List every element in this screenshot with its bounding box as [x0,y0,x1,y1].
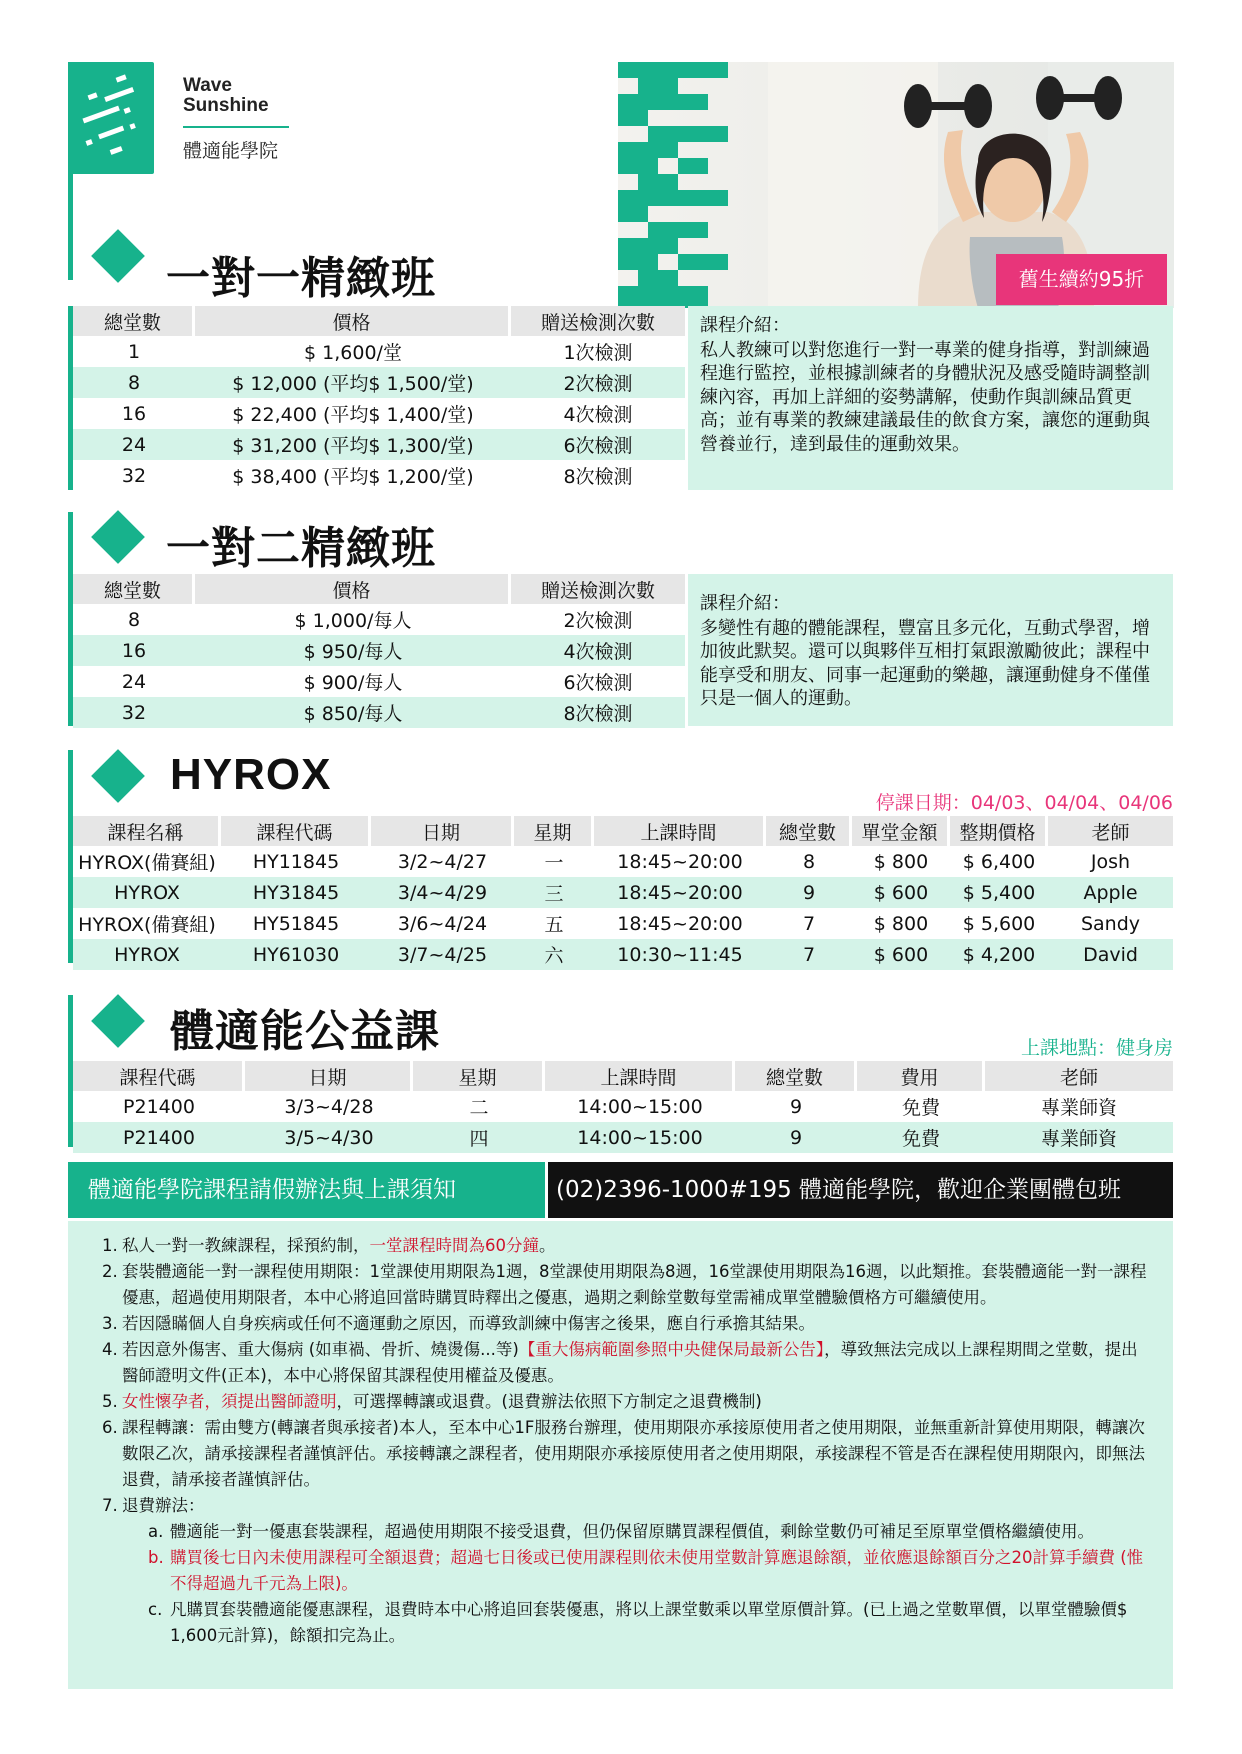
table-cell: 免費 [857,1122,985,1153]
table-cell: $ 800 [873,912,929,935]
diamond-icon [91,994,145,1048]
table-cell: 9 [766,877,852,908]
table-cell: 9 [735,1122,857,1153]
contact-banner: (02)2396-1000#195 體適能學院，歡迎企業團體包班 [548,1162,1173,1218]
note-text: 體適能一對一優惠套裝課程，超過使用期限不接受退費，但仍保留原購買課程價值，剩餘堂數仍可補足至原單堂價格繼續使用。 [170,1522,1094,1541]
table-cell: 六 [514,939,594,970]
list-item [88,1545,1153,1597]
table-cell: 9 [789,1095,803,1118]
list-number: 1. [102,1236,118,1255]
policy-notes [68,1221,1173,1689]
list-item [88,1389,1153,1415]
section-title-hyrox: HYROX [170,750,332,799]
table-cell: $ 12,000 (平均$ 1,500/堂) [195,367,511,398]
table-cell: $ 38,400 (平均$ 1,200/堂) [232,466,474,488]
table-cell: 4次檢測 [563,404,633,426]
table-cell: $ 950/每人 [195,635,511,666]
class-location-notice: 上課地點：健身房 [1020,1037,1173,1059]
description-text: 私人教練可以對您進行一對一專業的健身指導，對訓練過程進行監控，並根據訓練者的身體狀況及感受隨時調整訓練內容，再加上詳細的姿勢講解，使動作與訓練品質更高；並有專業的教練建議最佳的飲食方案，讓您的運動與營養並行，達到最佳的運動效果。 [700,339,1150,455]
table-row [73,666,685,697]
note-highlight: 女性懷孕者，須提出醫師證明 [122,1392,337,1411]
col-header: 總堂數 [766,816,852,846]
list-item [88,1415,1153,1493]
col-header: 整期價格 [950,816,1048,846]
table-cell: HY61030 [221,939,371,970]
col-header: 費用 [857,1061,985,1091]
table-row [73,908,1173,939]
table-row [73,336,685,367]
note-text: 購買後七日內未使用課程可全額退費；超過七日後或已使用課程則依未使用堂數計算應退餘額，並依應退餘額百分之20計算手續費 (惟不得超過九千元為上限)。 [170,1548,1144,1593]
col-header: 贈送檢測次數 [511,574,685,604]
table-cell: P21400 [73,1122,245,1153]
table-cell: $ 22,400 (平均$ 1,400/堂) [232,404,474,426]
table-row [73,1091,1173,1122]
table-cell: $ 900/每人 [303,672,403,694]
col-header: 總堂數 [73,574,195,604]
note-highlight: 【重大傷病範圍參照中央健保局最新公告】 [518,1340,825,1359]
table-cell: 二 [469,1097,489,1119]
list-number: 3. [102,1314,118,1333]
table-cell: 6次檢測 [511,429,685,460]
table-row [73,367,685,398]
wave-logo-icon [70,62,154,174]
table-cell: 14:00~15:00 [577,1095,703,1118]
table-row [73,398,685,429]
table-cell: 三 [514,877,594,908]
table-cell: 3/7~4/25 [371,939,514,970]
note-text: 私人一對一教練課程，採預約制， [122,1236,370,1255]
note-text: 若因隱瞞個人自身疾病或任何不適運動之原因，而導致訓練中傷害之後果，應自行承擔其結果。 [122,1314,815,1333]
col-header: 價格 [195,306,511,336]
table-row [73,846,1173,877]
table-cell: 8 [802,850,816,873]
table-cell: $ 5,400 [950,877,1048,908]
table-cell: $ 1,000/每人 [294,610,412,632]
table-cell: 3/2~4/27 [397,850,488,873]
table-cell: $ 31,200 (平均$ 1,300/堂) [195,429,511,460]
note-text: 套裝體適能一對一課程使用期限：1堂課使用期限為1週，8堂課使用期限為8週，16堂課使用期限為16週，以此類推。套裝體適能一對一課程優惠，超過使用期限者，本中心將追回當時購買時釋出之優惠，過期之剩餘堂數每堂需補成單堂體驗價格方可繼續使用。 [122,1262,1147,1307]
list-item [88,1311,1153,1337]
table-cell: 14:00~15:00 [545,1122,735,1153]
col-header: 上課時間 [545,1061,735,1091]
note-text: 凡購買套裝體適能優惠課程，退費時本中心將追回套裝優惠，將以上課堂數乘以單堂原價計算。(已上過之堂數單價，以單堂體驗價$ 1,600元計算)，餘額扣完為止。 [170,1600,1128,1645]
table-cell: 18:45~20:00 [617,912,743,935]
table-row [73,877,1173,908]
list-item [88,1493,1153,1519]
table-cell: HYROX(備賽組) [78,914,216,936]
brand-name-en [183,76,269,116]
col-header: 總堂數 [735,1061,857,1091]
policy-heading: 體適能學院課程請假辦法與上課須知 [68,1162,545,1218]
col-header: 課程代碼 [221,816,371,846]
col-header: 上課時間 [594,816,766,846]
col-header: 老師 [1048,816,1173,846]
table-row [73,1122,1173,1153]
course-description [688,574,1173,726]
col-header: 星期 [514,816,594,846]
table-cell: $ 4,200 [950,939,1048,970]
list-item [88,1597,1153,1649]
description-text: 多變性有趣的體能課程，豐富且多元化，互動式學習，增加彼此默契。還可以與夥伴互相打氣跟激勵彼此；課程中能享受和朋友、同事一起運動的樂趣，讓運動健身不僅僅只是一個人的運動。 [700,617,1150,709]
table-header-row [73,574,685,604]
table-cell: 免費 [901,1097,940,1119]
table-row [73,697,685,728]
col-header: 單堂金額 [852,816,950,846]
table-cell: 五 [544,914,564,936]
table-cell: $ 6,400 [962,850,1036,873]
note-highlight: 一堂課程時間為60分鐘 [369,1236,539,1255]
list-letter: c. [148,1600,163,1619]
section-title-public-course: 體適能公益課 [170,1006,440,1057]
brand-logo [70,62,154,174]
table-cell: P21400 [123,1095,195,1118]
table-cell: 24 [121,670,147,693]
list-letter: a. [148,1522,164,1541]
table-cell: 7 [766,939,852,970]
brand-divider [183,126,289,128]
col-header: 日期 [371,816,514,846]
table-cell: David [1048,939,1173,970]
list-number: 4. [102,1340,118,1359]
table-row [73,604,685,635]
col-header: 日期 [245,1061,413,1091]
list-number: 6. [102,1418,118,1437]
promo-badge: 舊生續約95折 [996,254,1167,305]
description-heading: 課程介紹： [700,593,790,614]
table-header-row [73,306,685,336]
one-on-two-table [73,574,685,728]
table-cell: 16 [121,402,147,425]
list-item [88,1233,1153,1259]
col-header: 星期 [413,1061,545,1091]
hyrox-table [73,816,1173,970]
table-cell: HYROX [73,939,221,970]
table-cell: $ 5,600 [962,912,1036,935]
table-cell: 1 [127,340,141,363]
table-row [73,939,1173,970]
table-header-row [73,816,1173,846]
table-cell: Josh [1090,850,1131,873]
class-suspension-notice: 停課日期：04/03、04/04、04/06 [875,792,1173,814]
table-cell: 3/3~4/28 [284,1095,374,1118]
table-cell: HYROX [73,877,221,908]
note-text: 。 [539,1236,556,1255]
table-cell: 3/6~4/24 [397,912,488,935]
table-cell: $ 850/每人 [195,697,511,728]
course-description [688,306,1173,490]
brand-name-en-line1: Wave [183,75,232,96]
table-cell: Apple [1048,877,1173,908]
note-text: 若因意外傷害、重大傷病 (如車禍、骨折、燒燙傷...等) [122,1340,519,1359]
table-cell: 專業師資 [985,1122,1173,1153]
table-cell: 8次檢測 [563,466,633,488]
table-cell: 8 [73,367,195,398]
table-cell: 四 [413,1122,545,1153]
table-cell: HYROX(備賽組) [78,852,216,874]
col-header: 總堂數 [73,306,195,336]
list-item [88,1337,1153,1389]
table-cell: HY11845 [252,850,340,873]
note-text: 退費辦法： [122,1496,205,1515]
list-number: 7. [102,1496,118,1515]
brand-name-zh: 體適能學院 [183,140,279,162]
table-cell: 16 [73,635,195,666]
col-header: 價格 [195,574,511,604]
note-text: ，可選擇轉讓或退費。(退費辦法依照下方制定之退費機制) [336,1392,762,1411]
table-cell: 一 [544,852,564,874]
table-cell: 10:30~11:45 [594,939,766,970]
list-number: 2. [102,1262,118,1281]
table-cell: 3/5~4/30 [245,1122,413,1153]
diamond-icon [91,749,145,803]
note-text: 課程轉讓：需由雙方(轉讓者與承接者)本人，至本中心1F服務台辦理，使用期限亦承接原使用者之使用期限，並無重新計算使用期限，轉讓次數限乙次，請承接課程者謹慎評估。承接轉讓之課程者，使用期限亦承接原使用者之使用期限，承接課程不管是否在課程使用期限內，即無法退費，請承接者謹慎評估。 [122,1418,1145,1489]
table-cell: 7 [802,912,816,935]
table-cell: 4次檢測 [511,635,685,666]
table-cell: $ 1,600/堂 [304,342,402,364]
public-course-table [73,1061,1173,1153]
section-title-one-on-one: 一對一精緻班 [166,253,436,304]
table-cell: $ 800 [873,850,929,873]
description-heading: 課程介紹： [700,315,790,336]
col-header: 課程代碼 [73,1061,245,1091]
table-cell: 24 [73,429,195,460]
one-on-one-table [73,306,685,491]
table-header-row [73,1061,1173,1091]
table-row [73,429,685,460]
table-cell: 1次檢測 [563,342,633,364]
list-letter: b. [148,1548,164,1567]
table-cell: 6次檢測 [563,672,633,694]
table-cell: 2次檢測 [563,610,633,632]
table-cell: 8 [127,608,141,631]
table-cell: 18:45~20:00 [617,850,743,873]
table-row [73,635,685,666]
table-cell: HY31845 [221,877,371,908]
list-item [88,1519,1153,1545]
section-title-one-on-two: 一對二精緻班 [166,523,436,574]
diamond-icon [91,229,145,283]
table-cell: 32 [73,697,195,728]
col-header: 老師 [985,1061,1173,1091]
brand-name-en-line2: Sunshine [183,95,269,116]
table-cell: $ 600 [852,877,950,908]
table-cell: 32 [121,464,147,487]
table-cell: $ 600 [852,939,950,970]
table-cell: 18:45~20:00 [594,877,766,908]
table-cell: HY51845 [252,912,340,935]
table-cell: 3/4~4/29 [371,877,514,908]
table-cell: 專業師資 [1040,1097,1117,1119]
list-item [88,1259,1153,1311]
list-number: 5. [102,1392,118,1411]
note-text: ，導致無法完成以上課程期間之堂數，提出醫師證明文件(正本)，本中心將保留其課程使用權益及優惠。 [122,1340,1138,1385]
table-cell: 8次檢測 [511,697,685,728]
diamond-icon [91,510,145,564]
col-header: 課程名稱 [73,816,221,846]
table-cell: 2次檢測 [511,367,685,398]
table-row [73,460,685,491]
table-cell: Sandy [1080,912,1141,935]
col-header: 贈送檢測次數 [511,306,685,336]
